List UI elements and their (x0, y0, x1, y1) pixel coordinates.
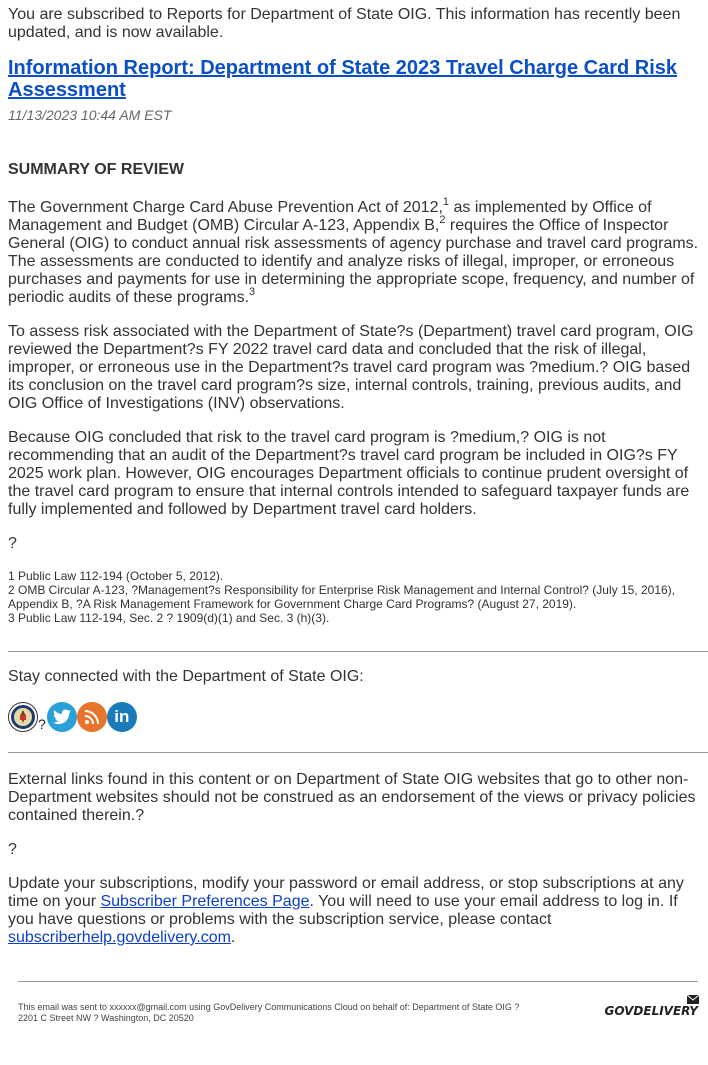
summary-paragraph-1 (8, 195, 703, 307)
summary-question-mark: ? (8, 535, 17, 552)
email-body (8, 0, 708, 1032)
envelope-icon (686, 994, 700, 1006)
social-icons (8, 702, 708, 732)
subscriber-preferences-link[interactable]: Subscriber Preferences Page (100, 893, 310, 910)
subscriber-help-link[interactable]: subscriberhelp.govdelivery.com (8, 929, 231, 946)
footnote-1: 1 Public Law 112-194 (October 5, 2012). (8, 569, 224, 583)
divider-2 (8, 752, 708, 753)
p1-text-b: as implemented by Office of Management and Budget (OMB) Circular A-123, Appendix B, (8, 199, 652, 234)
p1-text-a: The Government Charge Card Abuse Prevention Act of 2012, (8, 199, 443, 216)
rss-icon[interactable] (77, 702, 107, 732)
footnote-ref-2: 2 (439, 213, 446, 226)
footer-divider (18, 981, 698, 982)
summary-heading: SUMMARY OF REVIEW (8, 161, 185, 178)
report-date: 11/13/2023 10:44 AM EST (8, 107, 172, 123)
p1-text-c: requires the Office of Inspector General (OIG) to conduct annual risk assessments of agency purchase and travel card programs. The assessments are conducted to identify and analyze risks of illegal, improper, or erroneous purchases and payments for use in determining the appropriate scope, frequency, and number of periodic audits of these programs. (8, 217, 699, 306)
summary-paragraph-2: To assess risk associated with the Department of State?s (Department) travel card program, OIG reviewed the Department?s FY 2022 travel card data and concluded that the risk of illegal, improper, or erroneous use in the Department?s travel card program was ?medium.? OIG based its conclusion on the travel card program?s size, internal controls, training, previous audits, and OIG Office of Investigations (INV) observations. (8, 323, 694, 412)
update-text-b: . You will need to use your email address to log in. If you have questions or problems with the subscription service, please contact (8, 893, 678, 928)
footnote-ref-3: 3 (249, 285, 256, 298)
state-seal-icon[interactable] (8, 702, 38, 732)
divider-1 (8, 651, 708, 652)
footnote-2: 2 OMB Circular A-123, ?Management?s Responsibility for Enterprise Risk Management and Internal Control? (July 15, 2016), Appendix B, ?A Risk Management Framework for Government Charge Card Programs? (August 27, 2019). (8, 583, 675, 611)
stay-connected-label: Stay connected with the Department of State OIG: (8, 668, 364, 685)
footer-sent-to: This email was sent to xxxxxx@gmail.com using GovDelivery Communications Cloud on behalf of: Department of State OIG ? (18, 1002, 520, 1012)
footnote-3: 3 Public Law 112-194, Sec. 2 ? 1909(d)(1) and Sec. 3 (h)(3). (8, 611, 330, 625)
update-text-c: . (230, 929, 236, 946)
footnote-ref-1: 1 (442, 195, 450, 208)
twitter-icon[interactable] (47, 702, 77, 732)
update-text-a: Update your subscriptions, modify your password or email address, or stop subscriptions at any time on your (8, 875, 684, 910)
govdelivery-logo[interactable] (605, 1004, 699, 1018)
govdelivery-logo-text: GOVDELIVERY (604, 1004, 698, 1018)
report-title-link[interactable]: Information Report: Department of State 2023 Travel Charge Card Risk Assessment (8, 57, 678, 101)
subscription-intro: You are subscribed to Reports for Department of State OIG. This information has recently been updated, and is now available. (8, 6, 681, 41)
linkedin-icon[interactable]: in (107, 702, 137, 732)
footer-address: 2201 C Street NW ? Washington, DC 20520 (18, 1013, 194, 1023)
summary-paragraph-3: Because OIG concluded that risk to the travel card program is ?medium,? OIG is not recommending that an audit of the Department?s travel card program be included in OIG?s FY 2025 work plan. However, OIG encourages Department officials to continue prudent oversight of the travel card program to ensure that internal controls intended to safeguard taxpayer funds are fully implemented and followed by Department travel card holders. (8, 429, 690, 518)
external-links-disclaimer: External links found in this content or on Department of State OIG websites that go to other non-Department websites should not be construed as an endorsement of the views or privacy policies contained therein.? (8, 771, 696, 824)
disclaimer-question-mark: ? (8, 841, 17, 858)
update-subscriptions-text (8, 875, 703, 947)
footer (18, 1002, 698, 1032)
social-trailing-char: ? (38, 716, 46, 732)
footnotes (8, 569, 708, 625)
